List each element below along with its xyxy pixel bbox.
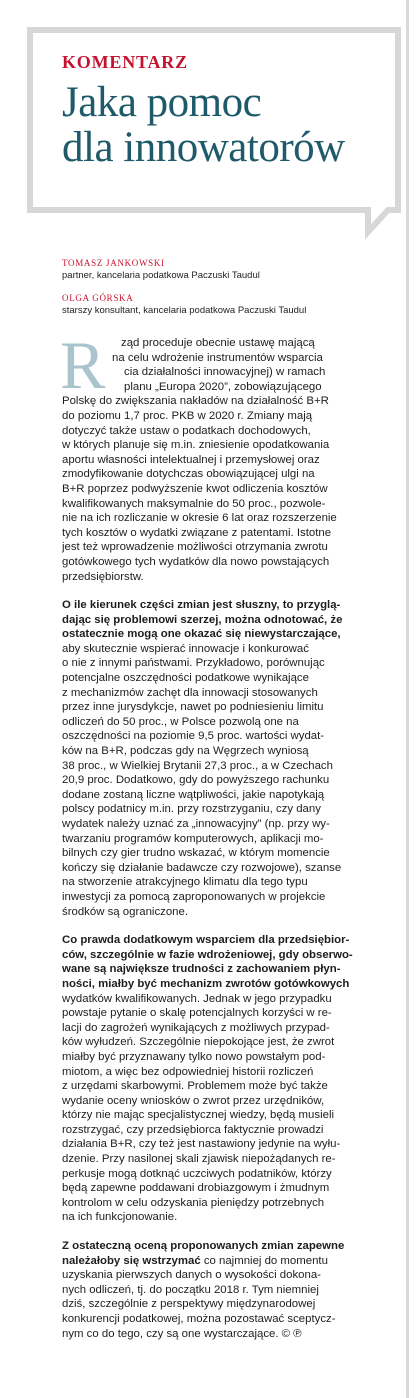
- paragraph-line: nie na ich rozliczanie w okresie 6 lat oraz rozszerzenie: [62, 512, 337, 525]
- paragraph-line: kwalifikowanych maksymalnie do 50 proc., pozwole-: [62, 497, 326, 510]
- article-body: [60, 327, 392, 1341]
- paragraph-line: dotyczyć także ustaw o podatkach dochodowych,: [62, 424, 311, 437]
- paragraph-line: ząd proceduje obecnie ustawę mającą: [121, 337, 315, 349]
- paragraph-line: dzenie. Przy nasilonej skali zjawisk niepożądanych re-: [62, 1153, 336, 1166]
- paragraph-line: przedsiębiorstw.: [62, 570, 144, 583]
- paragraph-line: zmodyfikowanie dotychczas obowiązującej ulgi na: [62, 468, 315, 481]
- paragraph-line: B+R poprzez podwyższenie kwot odliczenia kosztów: [62, 482, 328, 495]
- paragraph-line: wydatek należy uznać za „innowacyjny” (np. przy wy-: [62, 818, 330, 830]
- paragraph-line: powstaje pytanie o skalę potencjalnych korzyści w re-: [62, 1007, 332, 1020]
- paragraph-line: gotówkowego tych wydatków dla nowo powstających: [62, 555, 330, 568]
- paragraph-line: bilnych czy gier trudno wskazać, w którym momencie: [62, 847, 330, 860]
- paragraph-line: jest też wprowadzenie możliwości otrzymania zwrotu: [62, 541, 328, 554]
- paragraph-line: z urzędami skarbowymi. Problemem może być także: [62, 1080, 328, 1093]
- paragraph-line: na celu wdrożenie instrumentów wsparcia: [112, 351, 323, 364]
- author-name: OLGA GÓRSKA: [62, 293, 134, 303]
- paragraph-line: miałby być przyznawany tylko nowo powstałym pod-: [62, 1050, 326, 1063]
- paragraph-line: ności, miałby być mechanizm zwrotów gotówkowych: [62, 977, 350, 990]
- paragraph-line: aby skutecznie wspierać innowacje i konkurować: [62, 642, 309, 655]
- paragraph-line: 20,9 proc. Dodatkowo, gdy do powyższego rachunku: [62, 774, 330, 787]
- paragraph-line: konkurencji podatkowej, można pozostawać sceptycz-: [62, 1313, 336, 1325]
- drop-cap: R: [60, 327, 106, 403]
- paragraph-line: nym co do tego, czy są one wystarczające. © ℗: [62, 1327, 302, 1340]
- paragraph-line: z mechanizmów zachęt dla innowacji stosowanych: [62, 686, 318, 699]
- author-block: [62, 293, 392, 316]
- paragraph-line: przez inne jurysdykcje, nawet po podniesieniu limitu: [62, 701, 324, 714]
- paragraph-line: 38 proc., w Wielkiej Brytanii 27,3 proc., a w Czechach: [62, 759, 333, 772]
- paragraph-line: odliczeń do 50 proc., w Polsce pozwolą one na: [62, 715, 299, 728]
- paragraph-line: perkusje mogą dotknąć uczciwych podatników, którzy: [62, 1167, 332, 1180]
- paragraph-line: ków wyłudzeń. Szczególnie niepokojące jest, że zwrot: [62, 1036, 335, 1049]
- paragraph-line: na ich funkcjonowanie.: [62, 1211, 178, 1224]
- paragraph-line: nych odliczeń, tj. do początku 2018 r. Tym niemniej: [62, 1283, 319, 1296]
- paragraph-line: ostatecznie mogą one okazać się niewystarczające,: [62, 628, 341, 641]
- paragraph-line: miotom, a więc bez odpowiedniej historii rozliczeń: [62, 1065, 314, 1078]
- paragraph-line: wydatków kwalifikowanych. Jednak w jego przypadku: [62, 992, 332, 1005]
- paragraph-line: ców, szczególnie w fazie wdrożeniowej, gdy obserwo-: [62, 948, 353, 961]
- paragraph-line: w których planuje się m.in. zniesienie opodatkowania: [62, 439, 330, 452]
- paragraph-line: kończy się działanie badawcze czy rozwojowe), szanse: [62, 861, 342, 874]
- paragraph-line: należałoby się wstrzymać co najmniej do momentu: [62, 1254, 328, 1267]
- paragraph-line: twarzaniu programów komputerowych, aplikacji mo-: [62, 832, 324, 845]
- paragraph-line: kontrolom w celu odzyskania pieniędzy potrzebnych: [62, 1196, 325, 1209]
- paragraph-line: dodane zostaną liczne wątpliwości, jakie napotykają: [62, 788, 325, 801]
- paragraph-line: oszczędności na poziomie 9,5 proc. wartości wydat-: [62, 730, 325, 743]
- paragraph-line: planu „Europa 2020”, zobowiązującego: [124, 380, 322, 393]
- paragraph-line: Co prawda dodatkowym wsparciem dla przedsiębior-: [62, 934, 350, 947]
- paragraph-line: dziś, szczególnie z perspektywy międzynarodowej: [62, 1298, 316, 1311]
- headline: [62, 80, 382, 170]
- paragraph-line: na stworzenie atrakcyjnego klimatu dla tego typu: [62, 876, 308, 889]
- paragraph-line: dając się problemowi szerzej, można odnotować, że: [62, 613, 343, 626]
- paragraph-line: rozstrzygać, czy przedsiębiorca faktycznie prowadzi: [62, 1123, 324, 1136]
- section-kicker: KOMENTARZ: [62, 52, 188, 72]
- paragraph-line: potencjalne oszczędności podatkowe wynikające: [62, 672, 309, 685]
- paragraph: [62, 598, 392, 919]
- paragraph-line: polscy podatnicy m.in. przy rozstrzyganiu, czy dany: [62, 803, 321, 816]
- author-role: starszy konsultant, kancelaria podatkowa Paczuski Taudul: [62, 305, 307, 316]
- headline-line: Jaka pomoc: [62, 79, 262, 126]
- paragraph-line: tych kosztów o wydatki związane z patentami. Istotne: [62, 526, 332, 539]
- paragraph: [62, 933, 392, 1225]
- paragraph-line: działania B+R, czy też jest nastawiony jedynie na wyłu-: [62, 1138, 341, 1151]
- paragraph-line: będą zapewne poddawani drobiazgowym i żmudnym: [62, 1182, 330, 1195]
- author-name: TOMASZ JANKOWSKI: [62, 258, 165, 268]
- paragraph-line: O ile kierunek części zmian jest słuszny, to przyglą-: [62, 599, 341, 612]
- paragraph: [62, 1239, 392, 1341]
- paragraph-line: Polskę do zwiększania nakładów na działalność B+R: [62, 395, 329, 408]
- paragraph-line: lacji do zagrożeń wynikających z możliwych przypad-: [62, 1021, 330, 1034]
- paragraph-line: do poziomu 1,7 proc. PKB w 2020 r. Zmiany mają: [62, 409, 313, 422]
- paragraph-line: cia działalności innowacyjnej) w ramach: [124, 366, 326, 379]
- paragraph-line: wane są największe trudności z zachowaniem płyn-: [62, 963, 341, 976]
- paragraph-line: aportu własności intelektualnej i przemysłowej oraz: [62, 453, 320, 466]
- author-block: [62, 258, 392, 281]
- paragraph-line: którzy nie mając specjalistycznej wiedzy, będą musieli: [62, 1109, 335, 1122]
- author-role: partner, kancelaria podatkowa Paczuski Taudul: [62, 270, 260, 281]
- paragraph-line: Z ostateczną oceną proponowanych zmian zapewne: [62, 1240, 345, 1253]
- paragraph-line: wydanie oceny wniosków o zwrot przez urzędników,: [62, 1094, 325, 1107]
- headline-line: dla innowatorów: [62, 124, 345, 171]
- paragraph-line: ków na B+R, podczas gdy na Węgrzech wyniosą: [62, 745, 309, 758]
- paragraph-line: o nie z innymi państwami. Przykładowo, porównując: [62, 657, 325, 670]
- paragraph-line: środków są ograniczone.: [62, 905, 188, 918]
- paragraph: [60, 327, 392, 584]
- paragraph-line: inwestycji za pomocą zaproponowanych w projekcie: [62, 890, 326, 903]
- paragraph-line: uzyskania pierwszych danych o wysokości dokona-: [62, 1269, 321, 1282]
